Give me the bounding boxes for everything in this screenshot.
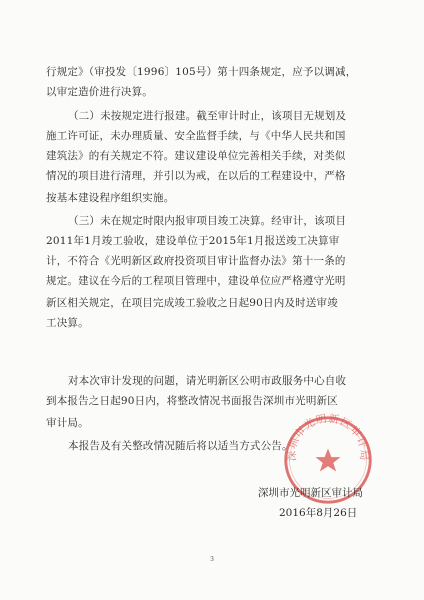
paragraph-line: （三）未在规定时限内报审项目竣工决算。经审计，该项目 xyxy=(68,215,347,227)
paragraph-line: 按基本建设程序组织实施。 xyxy=(46,192,175,204)
seal-star-icon xyxy=(316,448,341,471)
signature-organization: 深圳市光明新区审计局 xyxy=(258,487,363,499)
paragraph-line: 计，不符合《光明新区政府投资项目审计监督办法》第十一条的 xyxy=(46,255,346,267)
svg-text:深圳市光明新区审计局: 深圳市光明新区审计局 xyxy=(286,412,370,462)
paragraph-line: 行规定》（审投发〔1996〕105号）第十四条规定，应予以调减， xyxy=(46,66,357,78)
paragraph-line: 到本报告之日起90日内，将整改情况书面报告深圳市光明新区 xyxy=(46,395,338,407)
paragraph-line: 规定。建议在今后的工程项目管理中，建设单位应严格遵守光明 xyxy=(46,275,346,287)
page-number: 3 xyxy=(210,556,214,563)
paragraph-line: 新区相关规定，在项目完成竣工验收之日起90日内及时送审竣 xyxy=(46,297,338,309)
paragraph-line: 审计局。 xyxy=(46,417,89,429)
paragraph-line: 对本次审计发现的问题，请光明新区公明市政服务中心自收 xyxy=(68,375,347,387)
signature-date: 2016年8月26日 xyxy=(279,507,358,519)
paragraph-line: 工决算。 xyxy=(46,317,89,329)
paragraph-line: 建筑法》的有关规定不符。建议建设单位完善相关手续，对类似 xyxy=(46,150,346,162)
paragraph-line: 2011年1月竣工验收，建设单位于2015年1月报送竣工决算审 xyxy=(46,235,340,247)
paragraph-line: 本报告及有关整改情况随后将以适当方式公告。 xyxy=(68,440,293,452)
paragraph-line: （二）未按规定进行报建。截至审计时止，该项目无规划及 xyxy=(68,110,347,122)
paragraph-line: 施工许可证，未办理质量、安全监督手续，与《中华人民共和国 xyxy=(46,130,346,142)
paragraph-line: 以审定造价进行决算。 xyxy=(46,86,153,98)
paragraph-line: 情况的项目进行清理，并引以为戒，在以后的工程建设中，严格 xyxy=(46,170,346,182)
